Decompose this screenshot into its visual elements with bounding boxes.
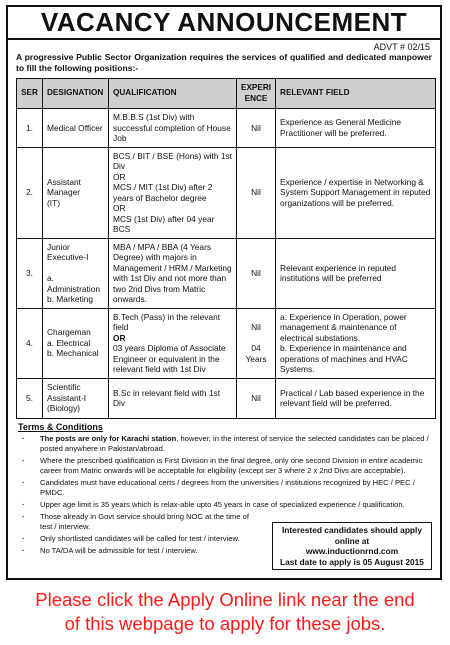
cell-ser: 3. [17, 238, 43, 308]
apply-online-notice [0, 588, 450, 636]
cell-qualification-line: MCS / MIT (1st Div) after 2 years of Bachelor degree [113, 182, 213, 203]
vacancy-advertisement [6, 5, 442, 580]
terms-item-bold: The posts are only for Karachi station [40, 433, 177, 443]
cell-relevant-field-line: Relevant experience in reputed institutions will be preferred [280, 262, 396, 283]
cell-designation [43, 238, 109, 308]
advt-number: ADVT # 02/15 [373, 42, 430, 52]
cell-experience [237, 308, 276, 378]
terms-item-text: , however, in the interest of service the selected candidates can be placed / posted anywhere in Pakistan/abroad. [40, 433, 429, 453]
cell-relevant-field-line: Practical / Lab based experience in the relevant field will be preferred. [280, 387, 425, 408]
cell-designation-line: Chargeman [47, 327, 91, 338]
cell-relevant-field [276, 238, 436, 308]
cell-qualification-line: OR [113, 171, 126, 182]
header-ser: SER [17, 79, 43, 109]
cell-relevant-field [276, 109, 436, 148]
cell-designation [43, 378, 109, 418]
cell-qualification [109, 109, 237, 148]
cell-designation-line: a. Electrical [47, 337, 91, 348]
cell-experience-line: 04 [251, 343, 261, 353]
cell-experience-line: Nil [251, 187, 261, 198]
cell-designation [43, 109, 109, 148]
terms-item [22, 434, 430, 454]
cell-designation-line: b. Mechanical [47, 348, 99, 359]
cell-designation-line: Scientific Assistant-I [47, 382, 87, 403]
terms-item-text: Only shortlisted candidates will be called for test / interview. [40, 533, 240, 543]
cell-ser: 4. [17, 308, 43, 378]
cell-designation [43, 147, 109, 238]
notice-line-1: Please click the Apply Online link near the end [35, 589, 415, 610]
cell-designation-line: b. Marketing [47, 294, 94, 304]
terms-item [22, 456, 430, 476]
cell-qualification-line: 03 years Diploma of Associate Engineer or equivalent in the relevant field with 1st Div [113, 343, 226, 374]
intro-text: A progressive Public Sector Organization requires the services of qualified and dedicated manpower to fill the following positions:- [16, 52, 432, 73]
cell-qualification-line: MBA / MPA / BBA (4 Years Degree) with majors in Management / HRM / Marketing with 1st Div and not more than two 2nd Divs from Matric onwards. [113, 241, 232, 304]
cell-designation-line: (IT) [47, 197, 61, 208]
header-relevant-field: RELEVANT FIELD [276, 79, 436, 109]
cell-qualification-line: OR [113, 203, 126, 213]
cell-designation-line: Assistant Manager [47, 176, 81, 198]
table-row [17, 378, 436, 418]
header-experience: EXPERI ENCE [237, 79, 276, 109]
cell-relevant-field-line: Experience as General Medicine Practitioner will be preferred. [280, 117, 402, 138]
apply-last-date: Last date to apply is 05 August 2015 [280, 556, 424, 567]
cell-experience [237, 378, 276, 418]
apply-online-box [272, 522, 432, 570]
cell-ser: 2. [17, 147, 43, 238]
cell-qualification-line: BCS / BIT / BSE (Hons) with 1st Div [113, 150, 232, 171]
cell-relevant-field-line: a. Experience in Operation, power management & maintenance of electrical substations. [280, 311, 407, 343]
terms-item [22, 546, 260, 556]
cell-designation-line [47, 263, 104, 274]
cell-relevant-field [276, 147, 436, 238]
cell-relevant-field-line: b. Experience in maintenance and operations of machines and HVAC Systems. [280, 343, 408, 374]
cell-designation-line: Junior Executive-I [47, 241, 89, 262]
cell-experience-line: Nil [251, 392, 261, 403]
cell-qualification-line: OR [113, 332, 126, 343]
terms-item [22, 478, 430, 498]
positions-table-body [17, 109, 436, 419]
cell-relevant-field-line: Experience / expertise in Networking & System Support Management in reputed organizations will be preferred. [280, 176, 431, 208]
ad-title: VACANCY ANNOUNCEMENT [8, 7, 440, 40]
terms-item-text: No TA/DA will be admissible for test / interview. [40, 545, 198, 555]
cell-experience-line: Nil [251, 267, 261, 278]
cell-designation [43, 308, 109, 378]
cell-qualification [109, 378, 237, 418]
cell-designation-line: Medical Officer [47, 122, 103, 133]
cell-experience [237, 147, 276, 238]
cell-ser: 5. [17, 378, 43, 418]
table-header-row [17, 79, 436, 109]
cell-relevant-field [276, 378, 436, 418]
cell-experience [237, 238, 276, 308]
cell-qualification-line: B.Sc in relevant field with 1st Div [113, 387, 221, 408]
terms-item-text: Candidates must have educational certs / degrees from the universities / institutions recognized by HEC / PEC / PMDC. [40, 477, 415, 497]
positions-table [16, 78, 436, 419]
cell-qualification-line: M.B.B.S (1st Div) with successful completion of House Job [113, 112, 231, 143]
cell-qualification [109, 238, 237, 308]
table-row [17, 109, 436, 148]
terms-item-text: Those already in Govt service should bring NOC at the time of test / interview. [40, 511, 249, 531]
apply-line-2: online at [334, 535, 370, 546]
apply-line-1: Interested candidates should apply [281, 525, 423, 535]
cell-qualification-line: MCS (1st Div) after 04 year BCS [113, 213, 215, 234]
cell-qualification [109, 147, 237, 238]
terms-item [22, 512, 260, 532]
table-row [17, 238, 436, 308]
terms-item [22, 534, 260, 544]
terms-item-text: Upper age limit is 35 years which is relax-able upto 45 years in case of specialized experience / qualification. [40, 499, 405, 509]
cell-ser: 1. [17, 109, 43, 148]
cell-qualification-line: B.Tech (Pass) in the relevant field [113, 311, 221, 332]
cell-experience-line [241, 333, 271, 344]
cell-relevant-field [276, 308, 436, 378]
notice-line-2: of this webpage to apply for these jobs. [64, 613, 386, 634]
header-designation: DESIGNATION [43, 79, 109, 109]
table-row [17, 147, 436, 238]
cell-experience-line: Nil [251, 122, 261, 133]
cell-experience-line: Years [245, 353, 267, 364]
cell-qualification [109, 308, 237, 378]
cell-designation-line: a. Administration [47, 273, 101, 294]
table-row [17, 308, 436, 378]
cell-experience [237, 109, 276, 148]
terms-item-text: Where the prescribed qualification is First Division in the final degree, only one second Division in entire academic career from Matric onwards will be acceptable for eligibility (except ser 3 where 2 x 2nd Divs are acceptable). [40, 455, 423, 475]
apply-url[interactable]: www.inductionrnd.com [305, 546, 399, 556]
terms-item [22, 500, 430, 510]
terms-heading: Terms & Conditions [18, 421, 103, 432]
header-qualification: QUALIFICATION [109, 79, 237, 109]
cell-experience-line: Nil [251, 322, 261, 332]
cell-designation-line: (Biology) [47, 403, 81, 414]
